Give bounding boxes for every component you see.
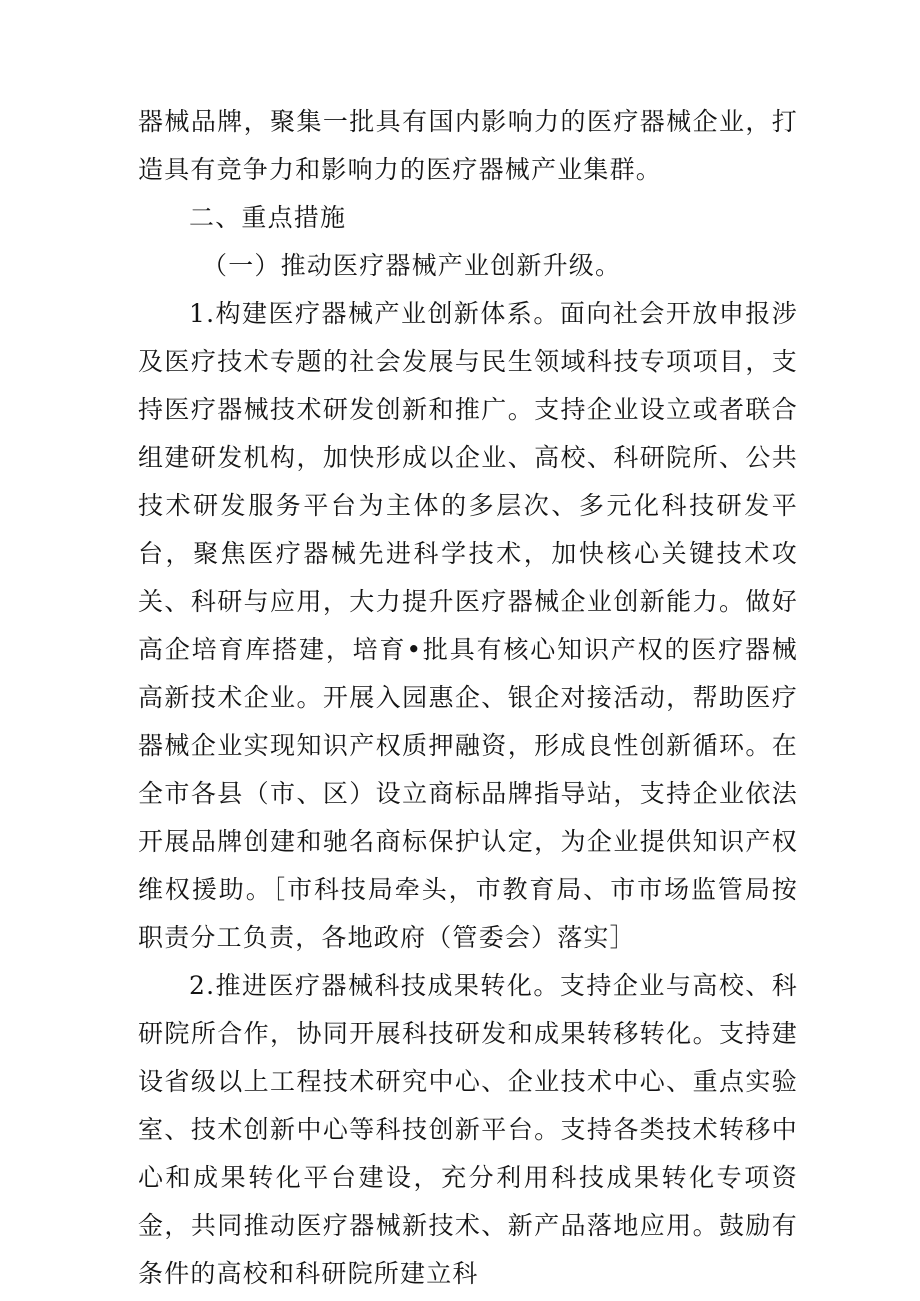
paragraph-item-1: 1.构建医疗器械产业创新体系。面向社会开放申报涉及医疗技术专题的社会发展与民生领域科技专项项目，支持医疗器械技术研发创新和推广。支持企业设立或者联合组建研发机构，加快形成以企业、高校、科研院所、公共技术研发服务平台为主体的多层次、多元化科技研发平台，聚焦医疗器械先进科学技术，加快核心关键技术攻关、科研与应用，大力提升医疗器械企业创新能力。做好高企培育库搭建，培育•批具有核心知识产权的医疗器械高新技术企业。开展入园惠企、银企对接活动，帮助医疗器械企业实现知识产权质押融资，形成良性创新循环。在全市各县（市、区）设立商标品牌指导站，支持企业依法开展品牌创建和驰名商标保护认定，为企业提供知识产权维权援助。［市科技局牵头，市教育局、市市场监管局按职责分工负责，各地政府（管委会）落实］ xyxy=(138,299,798,952)
paragraph-continuation: 器械品牌，聚集一批具有国内影响力的医疗器械企业，打造具有竞争力和影响力的医疗器械产业集群。 xyxy=(138,107,798,184)
paragraph-item-2: 2.推进医疗器械科技成果转化。支持企业与高校、科研院所合作，协同开展科技研发和成果转移转化。支持建设省级以上工程技术研究中心、企业技术中心、重点实验室、技术创新中心等科技创新平台。支持各类技术转移中心和成果转化平台建设，充分利用科技成果转化专项资金，共同推动医疗器械新技术、新产品落地应用。鼓励有条件的高校和科研院所建立科 xyxy=(138,971,798,1288)
subsection-heading: （一）推动医疗器械产业创新升级。 xyxy=(202,251,622,280)
section-heading: 二、重点措施 xyxy=(189,203,347,232)
document-body xyxy=(138,98,798,1298)
